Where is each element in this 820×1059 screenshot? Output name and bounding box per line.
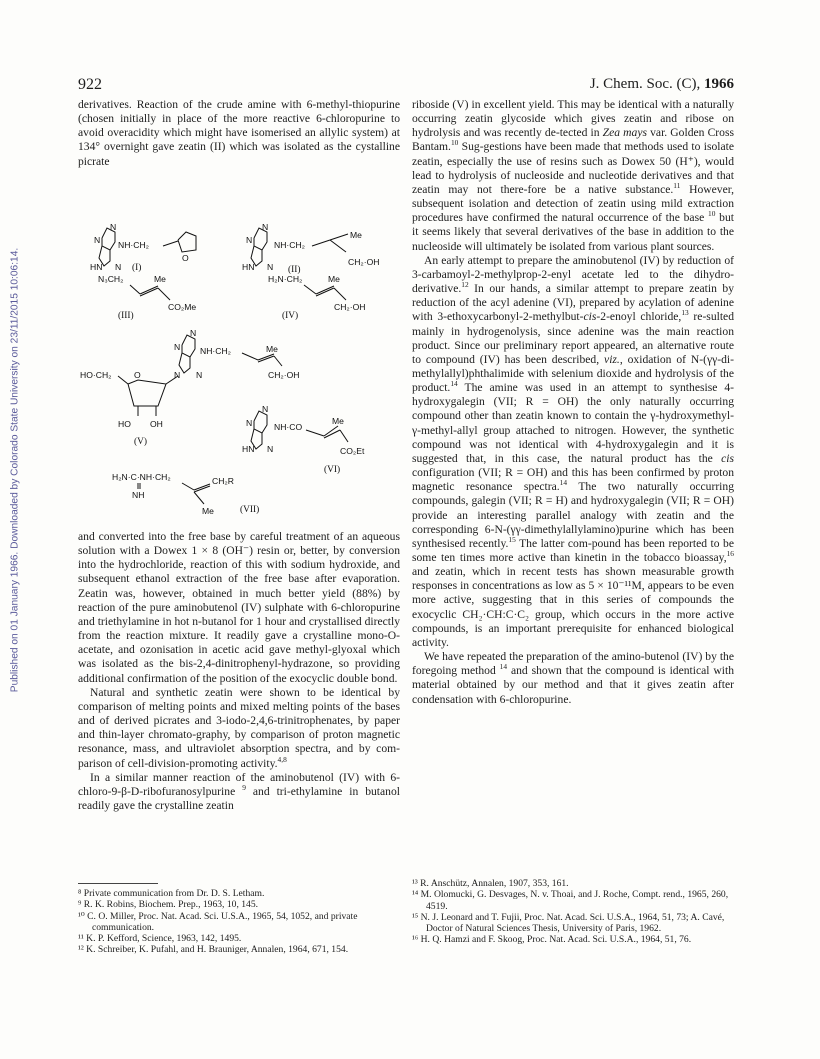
structure-V (80, 328, 303, 447)
group-me: Me (328, 274, 340, 284)
footnote-divider (78, 883, 158, 884)
label-IV: (IV) (282, 311, 299, 321)
reference-marker: 9 (242, 782, 246, 792)
atom-hn: HN (242, 262, 255, 272)
footnote: ¹⁴ M. Olomucki, G. Desvages, N. v. Thoai, and J. Roche, Compt. rend., 1965, 260, 4519. (412, 889, 729, 912)
atom-n: N (267, 262, 274, 272)
reference-marker: 10 (450, 138, 459, 148)
structure-I (90, 222, 196, 273)
group-guanidino: H₂N·C·NH·CH₂ (112, 472, 171, 482)
footnote: ⁹ R. K. Robins, Biochem. Prep., 1963, 10, 145. (78, 899, 259, 911)
paragraph: riboside (V) in excellent yield. This may be identical with a naturally occurring zeatin glycoside which gives zeatin and ribose on hydrolysis and was recently de-tected in Zea mays var. Golden Cross Bantam.$^{10}$ Sug-gestions have been made that methods used to isolate zeatin, especially the use of resins such as Dowex 50 (H⁺), would lead to hydrolysis of nucleoside and nucleotide derivatives and that zeatin may not there-fore be a native substance.$^{11}$ However, subsequent isolation and detection of zeatin using mild extraction procedures have confirmed the natural occurrence of the base $^{10}$ but it seems likely that several derivatives of the base in addition to the nucleoside will ultimately be isolated from various plant sources. (412, 98, 735, 253)
reference-marker: 14 (559, 478, 568, 488)
footnote: ¹⁰ C. O. Miller, Proc. Nat. Acad. Sci. U.S.A., 1965, 54, 1052, and private communication. (78, 910, 358, 933)
group-me: Me (350, 230, 362, 240)
footnote: ¹² K. Schreiber, K. Pufahl, and H. Brauniger, Annalen, 1964, 671, 154. (78, 944, 349, 956)
atom-n: N (174, 370, 181, 380)
atom-n: N (110, 222, 117, 232)
label-VI: (VI) (324, 465, 341, 475)
right-column (412, 98, 734, 707)
atom-n: N (262, 222, 269, 232)
structure-scheme (78, 208, 400, 522)
group-oh: OH (150, 419, 163, 429)
paragraph: We have repeated the preparation of the amino-butenol (IV) by the foregoing method $^{14}$ and shown that the compound is identical with material obtained by our method and that it gives zeatin after condensation with 6-chloropurine. (412, 650, 734, 706)
group-ch2oh: CH₂·OH (334, 302, 366, 312)
label-I: (I) (132, 263, 142, 273)
group-nh-ch2: NH·CH₂ (118, 240, 150, 250)
group-me: Me (266, 344, 278, 354)
atom-n: N (94, 235, 101, 245)
group-n-ch2: N₃CH₂ (98, 274, 124, 284)
group-h2n-ch2: H₂N·CH₂ (268, 274, 303, 284)
atom-n: N (174, 342, 181, 352)
download-notice-text: Published on 01 January 1966. Downloaded by Colorado State University on 23/11/2015 10:06:14. (9, 247, 21, 693)
label-III: (III) (118, 311, 134, 321)
group-ho-ch2: HO·CH₂ (80, 370, 112, 380)
footnote: ¹⁶ H. Q. Hamzi and F. Skoog, Proc. Nat. Acad. Sci. U.S.A., 1964, 51, 76. (412, 934, 692, 946)
paragraph: derivatives. Reaction of the crude amine with 6-methyl-thiopurine (chosen initially in place of the more reactive 6-chloropurine to avoid overacidity which might have isomerised an allylic system) at 134° overnight gave zeatin (II) which was isolated as the cystalline picrate (78, 98, 400, 168)
atom-hn: HN (242, 444, 255, 454)
reference-marker: 15 (508, 534, 516, 544)
atom-n: N (246, 418, 253, 428)
structure-III (98, 274, 196, 321)
reference-marker: 4,8 (277, 754, 287, 764)
paragraph: Natural and synthetic zeatin were shown to be identical by comparison of melting points and mixed melting points of the bases and of derived picrates and 3-iodo-2,4,6-trinitrophenates, by paper and thin-layer chromato-graphy, by comparison of proton magnetic resonance, mass, and ultraviolet absorption spectra, and by com-parison of cell-division-promoting activity.$^{4,8}$ (78, 685, 400, 770)
group-co2et: CO₂Et (340, 446, 365, 456)
structure-VI (242, 404, 365, 475)
group-me: Me (332, 416, 344, 426)
reference-marker: 14 (450, 379, 458, 389)
atom-n: N (190, 328, 197, 338)
footnote: ¹³ R. Anschütz, Annalen, 1907, 353, 161. (412, 878, 569, 889)
structure-II (242, 222, 380, 275)
reference-marker: 11 (673, 181, 681, 191)
group-ch2r: CH₂R (212, 476, 234, 486)
atom-n: N (246, 235, 253, 245)
group-ho: HO (118, 419, 131, 429)
paragraph: and converted into the free base by careful treatment of an aqueous solution with a Dowex 1 × 8 (OH⁻) resin or, better, by conversion into the hydrochloride, reaction of this with sodium hydroxide, and subsequent ethanol extraction of the free base after evaporation. Zeatin was, however, obtained in much better yield (88%) by reaction of the pure aminobutenol (IV) sulphate with 6-chloropurine and triethylamine in hot n-butanol for 1 hour and crystallised directly from the reaction mixture. It readily gave a crystalline mono-O-acetate, and ozonisation in acetic acid gave methyl-glyoxal which was isolated as the bis-2,4-dinitrophenyl-hydrazone, so providing additional confirmation of the position of the exocyclic double bond. (78, 530, 400, 685)
structure-IV (268, 274, 366, 321)
structure-VII (112, 472, 259, 516)
journal-header (590, 76, 734, 93)
label-VII: (VII) (240, 505, 260, 515)
reference-marker: 14 (499, 662, 508, 672)
atom-o: O (182, 253, 189, 263)
paragraph: An early attempt to prepare the aminobutenol (IV) by reduction of 3-carbamoyl-2-methylprop-2-enyl acetate led to the dihydro-derivative.$^{12}$ In our hands, a similar attempt to prepare zeatin by reduction of the acyl adenine (VI), prepared by acylation of adenine with 3-ethoxycarbonyl-2-methylbut-cis-2-enoyl chloride,$^{13}$ re-sulted mainly in hydrogenolysis, since adenine was the main reaction product. Since our preliminary report appeared, an alternative route to compound (IV) has been described, viz., oxidation of N-(γγ-di-methylallyl)phthalimide with selenium dioxide and hydrolysis of the product.$^{14}$ The amine was used in an attempt to synthesise 4-hydroxygalegin (VII; R = OH) the only naturally occurring compound other than zeatin known to contain the γ-hydroxymethyl-γ-methyl-allyl group attached to nitrogen. However, the synthetic compound was not identical with 4-hydroxygalegin and it is suggested that, in this case, the natural product has the cis configuration (VII; R = OH) and this has been confirmed by proton magnetic resonance spectra.$^{14}$ The two naturally occurring compounds, galegin (VII; R = H) and hydroxygalegin (VII; R = OH) provide an interesting parallel analogy with zeatin and the corresponding 6-N-(γγ-dimethylallylamino)purine which has been synthesised recently.$^{15}$ The latter com-pound has been reported to be some ten times more active than kinetin in the tobacco bioassay,$^{16}$ and zeatin, which in recent tests has shown measurable growth responses in concentrations as low as 5 × 10⁻¹¹M, appears to be even more active, suggesting that in this series of compounds the exocyclic CH₂·CH:C·C₂ group, which occurs in the more active compounds, is an important prerequisite for enhanced biological activity. (412, 253, 734, 649)
atom-n: N (267, 444, 274, 454)
footnote: ¹⁵ N. J. Leonard and T. Fujii, Proc. Nat. Acad. Sci. U.S.A., 1964, 51, 73; A. Cavé, Doctor of Natural Sciences Thesis, University of Paris, 1962. (412, 911, 725, 935)
left-column-bottom (78, 530, 400, 813)
group-co2me: CO₂Me (168, 302, 197, 312)
label-II: (II) (288, 265, 301, 275)
group-nh: NH (132, 490, 145, 500)
atom-o: O (134, 370, 141, 380)
page-number: 922 (78, 76, 102, 93)
group-nh-ch2: NH·CH₂ (200, 346, 232, 356)
reference-marker: 10 (708, 209, 716, 219)
group-ch2oh: CH₂·OH (348, 257, 380, 267)
journal-name: J. Chem. Soc. (C), (589, 76, 701, 92)
journal-year: 1966 (704, 76, 734, 92)
reference-marker: 16 (726, 549, 734, 559)
group-me: Me (202, 506, 214, 516)
atom-n: N (115, 262, 122, 272)
download-notice (6, 235, 24, 705)
atom-n: N (196, 370, 203, 380)
atom-n: N (262, 404, 269, 414)
atom-hn: HN (90, 262, 103, 272)
paragraph: In a similar manner reaction of the aminobutenol (IV) with 6-chloro-9-β-D-ribofuranosylpurine $^9$ and tri-ethylamine in butanol readily gave the crystalline zeatin (78, 770, 400, 812)
footnote: ⁸ Private communication from Dr. D. S. Letham. (78, 888, 265, 899)
reference-marker: 13 (681, 308, 689, 318)
label-V: (V) (134, 437, 148, 447)
footnotes-right (412, 878, 734, 946)
left-column-top (78, 98, 400, 169)
group-me: Me (154, 274, 166, 284)
footnote: ¹¹ K. P. Kefford, Science, 1963, 142, 1495. (78, 933, 242, 945)
reference-marker: 12 (461, 280, 469, 290)
footnotes-left (78, 888, 400, 956)
group-ch2oh: CH₂·OH (268, 370, 300, 380)
group-nh-co: NH·CO (274, 422, 303, 432)
group-nh-ch2: NH·CH₂ (274, 240, 306, 250)
